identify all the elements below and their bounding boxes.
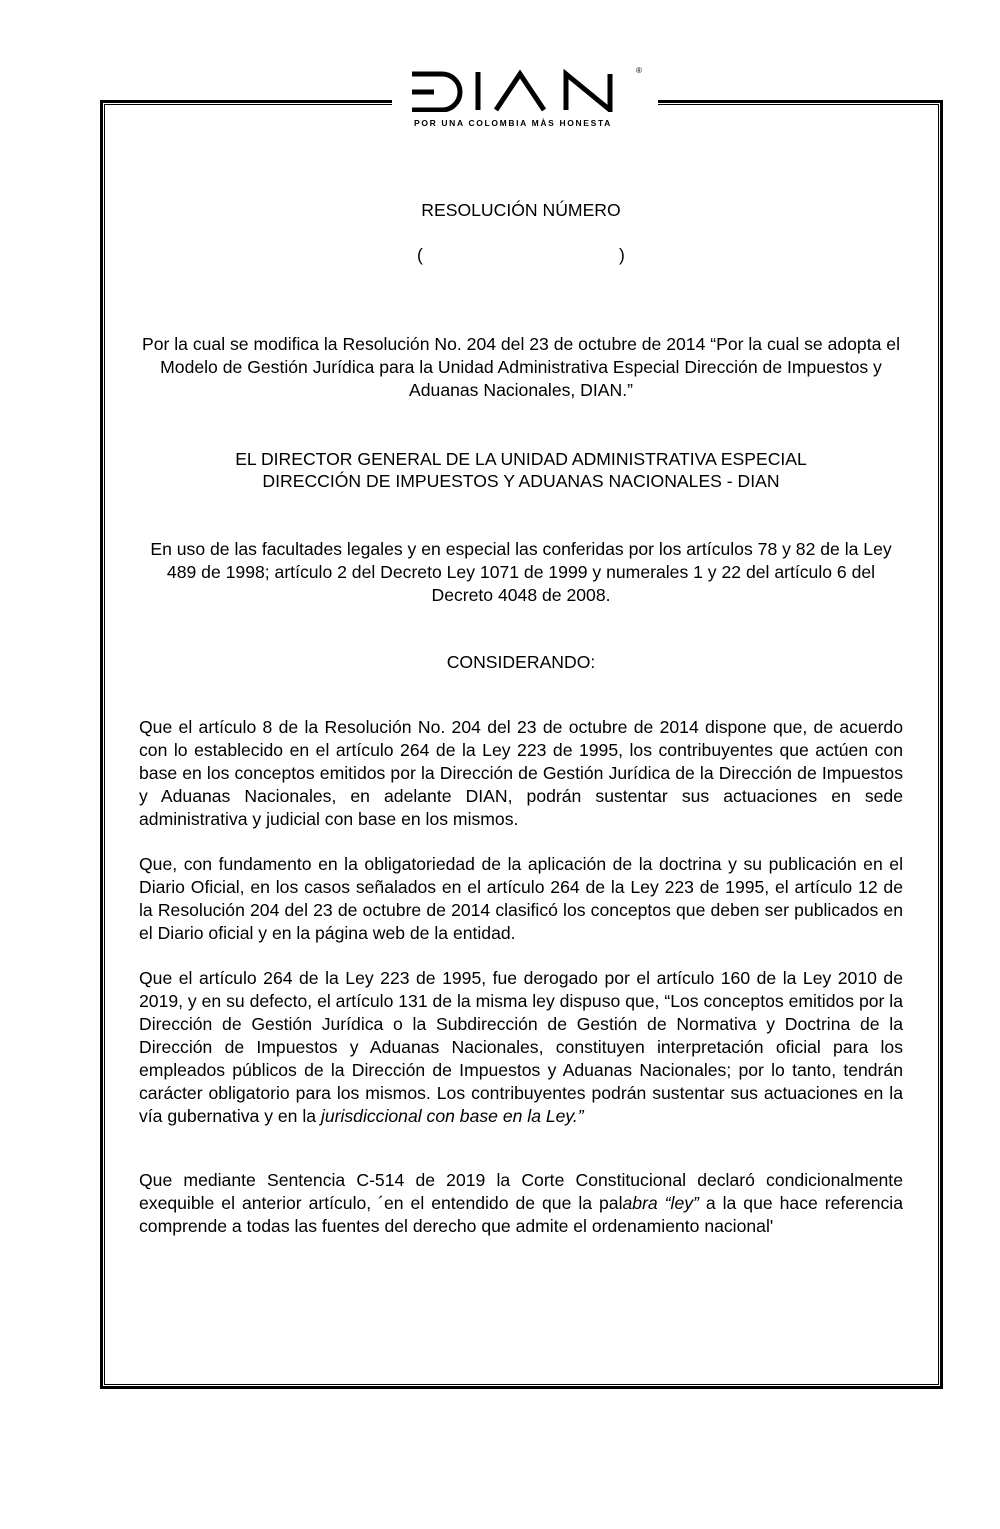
paragraph-4: [139, 1169, 903, 1238]
paragraph-4-end: a la que hace referencia comprende a todas las fuentes del derecho que admite el ordenamiento nacional': [139, 1193, 903, 1236]
resolution-title: RESOLUCIÓN NÚMERO: [421, 200, 621, 220]
considering-heading: CONSIDERANDO:: [446, 652, 596, 672]
paren-open: (: [417, 245, 423, 265]
logo-tagline: POR UNA COLOMBIA MÀS HONESTA: [414, 118, 612, 128]
paragraph-2: Que, con fundamento en la obligatoriedad de la aplicación de la doctrina y su publicación en el Diario Oficial, en los casos señalados en el artículo 264 de la Ley 223 de 1995, el artículo 12 de la Resolución 204 del 23 de octubre de 2014 clasificó los conceptos que deben ser publicados en el Diario oficial y en la página web de la entidad.: [139, 854, 903, 943]
registered-mark: ®: [636, 66, 642, 75]
authority-line-2: DIRECCIÓN DE IMPUESTOS Y ADUANAS NACIONALES - DIAN: [262, 471, 780, 491]
legal-powers: En uso de las facultades legales y en especial las conferidas por los artículos 78 y 82 de la Ley 489 de 1998; artículo 2 del Decreto Ley 1071 de 1999 y numerales 1 y 22 del artículo 6 del Decreto 4048 de 2008.: [150, 539, 892, 605]
paragraph-3-text: Que el artículo 264 de la Ley 223 de 1995, fue derogado por el artículo 160 de la Ley 2010 de 2019, y en su defecto, el artículo 131 de la misma ley dispuso que, “Los conceptos emitidos por la Dirección de Gestión Jurídica o la Subdirección de Gestión de Normativa y Doctrina de la Dirección de Impuestos y Aduanas Nacionales, constituyen interpretación oficial para los empleados públicos de la Dirección de Impuestos y Aduanas Nacionales; por lo tanto, tendrán carácter obligatorio para los mismos. Los contribuyentes podrán sustentar sus actuaciones en la vía gubernativa y en la: [139, 968, 903, 1126]
paragraph-3: [139, 967, 903, 1128]
authority-line-1: EL DIRECTOR GENERAL DE LA UNIDAD ADMINISTRATIVA ESPECIAL: [235, 449, 807, 469]
paragraph-4-text: Que mediante Sentencia C-514 de 2019 la Corte Constitucional declaró condicionalmente exequible el anterior artículo, ´en el entendido de que la pal: [139, 1170, 903, 1213]
paragraph-1: Que el artículo 8 de la Resolución No. 204 del 23 de octubre de 2014 dispone que, de acuerdo con lo establecido en el artículo 264 de la Ley 223 de 1995, los contribuyentes que actúen con base en los conceptos emitidos por la Dirección de Gestión Jurídica de la Dirección de Impuestos y Aduanas Nacionales, en adelante DIAN, podrán sustentar sus actuaciones en sede administrativa y judicial con base en los mismos.: [139, 717, 903, 829]
paragraph-4-italic: abra “ley”: [622, 1193, 699, 1213]
dian-logo: [408, 66, 648, 132]
dian-wordmark-icon: [408, 66, 640, 112]
paren-close: ): [619, 245, 625, 265]
resolution-subject: Por la cual se modifica la Resolución No. 204 del 23 de octubre de 2014 “Por la cual se adopta el Modelo de Gestión Jurídica para la Unidad Administrativa Especial Dirección de Impuestos y Aduanas Nacionales, DIAN.”: [142, 334, 900, 400]
paragraph-3-quote-end: jurisdiccional con base en la Ley.”: [320, 1106, 584, 1126]
